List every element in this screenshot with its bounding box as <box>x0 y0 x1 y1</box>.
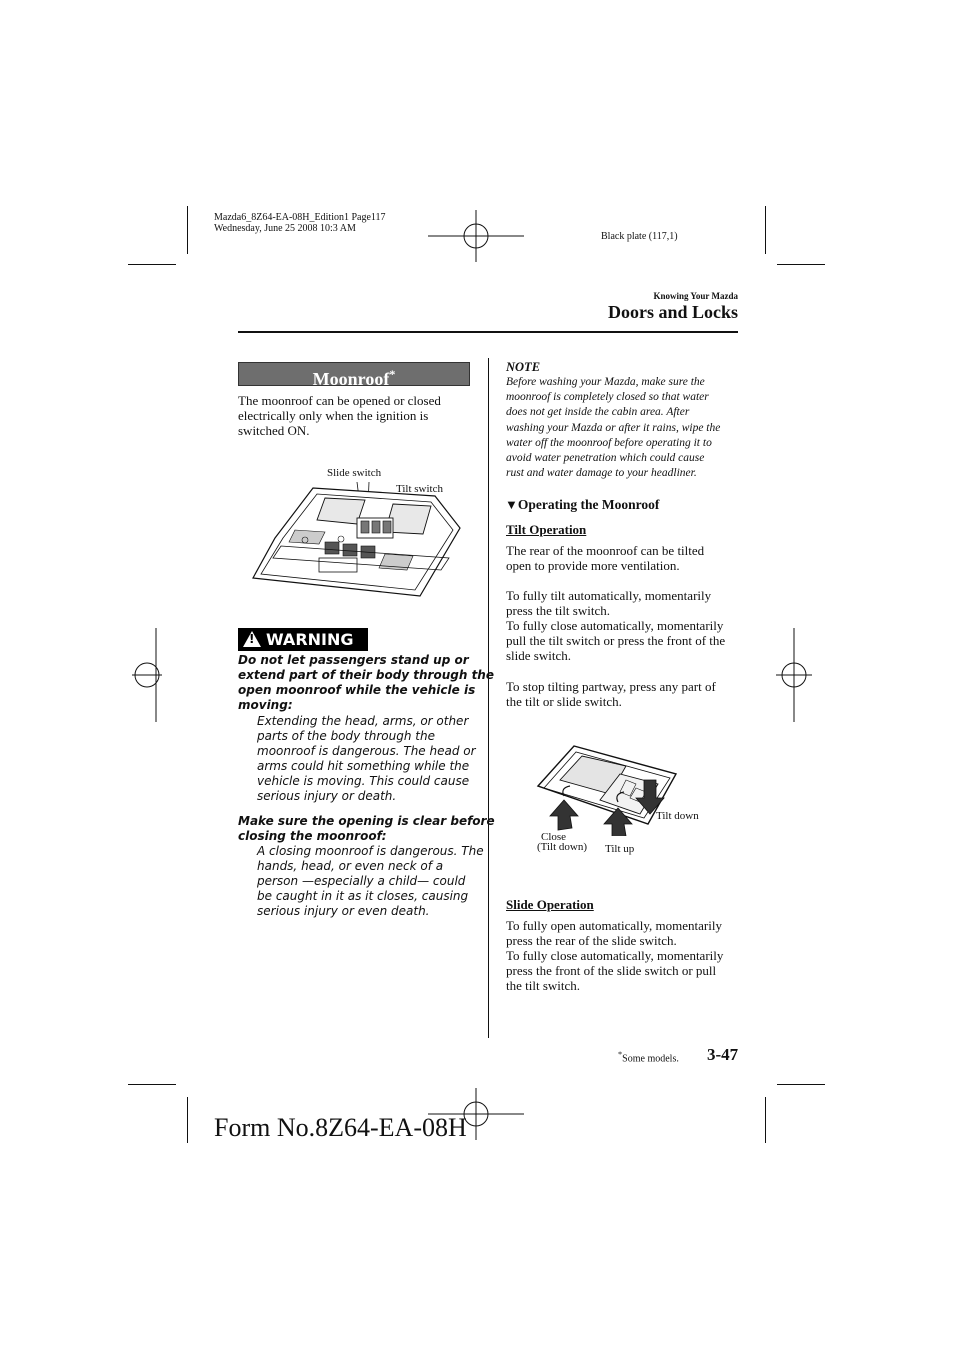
text-line: switched ON. <box>238 423 310 438</box>
text-line: pull the tilt switch or press the front of the <box>506 633 726 648</box>
text-line: vehicle is moving. This could cause <box>257 774 470 788</box>
crop-mark <box>187 1097 188 1143</box>
text-line: Do not let passengers stand up or <box>238 653 469 667</box>
page-number: 3-47 <box>707 1045 739 1064</box>
warning2-heading <box>238 814 495 844</box>
print-header <box>214 212 386 234</box>
tilt-paragraph-1 <box>506 543 704 573</box>
text-line: open moonroof while the vehicle is <box>238 683 476 697</box>
operating-heading-text: Operating the Moonroof <box>517 497 660 512</box>
registration-mark-top <box>428 210 524 262</box>
print-header-line2: Wednesday, June 25 2008 10:3 AM <box>214 223 356 234</box>
crop-mark <box>777 1084 825 1085</box>
crop-mark <box>128 264 176 265</box>
text-line: slide switch. <box>506 648 571 663</box>
footnote-mark: * <box>618 1050 623 1059</box>
crop-mark <box>128 1084 176 1085</box>
registration-mark-left <box>132 628 162 722</box>
text-line: avoid water penetration which could cause <box>506 452 705 465</box>
text-line: rust and water damage to your headliner. <box>506 467 697 480</box>
crop-mark <box>187 206 188 254</box>
crop-mark <box>765 206 766 254</box>
text-line: The moonroof can be opened or closed <box>238 393 441 408</box>
slide-operation-heading: Slide Operation <box>506 897 594 912</box>
slide-paragraph <box>506 918 723 993</box>
operating-heading <box>505 497 659 513</box>
warning-label: WARNING <box>266 630 354 649</box>
text-line: arms could hit something while the <box>257 759 470 773</box>
close-sub-label: (Tilt down) <box>537 841 588 853</box>
warning1-body <box>257 714 476 804</box>
text-line: The rear of the moonroof can be tilted <box>506 543 705 558</box>
warning1-heading <box>238 653 494 713</box>
close-label: Close <box>541 831 567 843</box>
text-line: closing the moonroof: <box>238 829 387 843</box>
text-line: press the tilt switch. <box>506 603 610 618</box>
text-line: press the front of the slide switch or pull <box>506 963 717 978</box>
form-number: Form No.8Z64-EA-08H <box>214 1113 467 1142</box>
text-line: Make sure the opening is clear before <box>238 814 495 828</box>
crop-mark <box>765 1097 766 1143</box>
text-line: hands, head, or even neck of a <box>257 859 444 873</box>
text-line: electrically only when the ignition is <box>238 408 429 423</box>
text-line: serious injury or even death. <box>257 904 430 918</box>
text-line: extend part of their body through the <box>238 668 494 682</box>
text-line: Extending the head, arms, or other <box>257 714 469 728</box>
text-line: does not get inside the cabin area. After <box>506 406 690 419</box>
slide-switch-label: Slide switch <box>327 467 382 479</box>
text-line: person —especially a child— could <box>257 874 466 888</box>
print-header-line1: Mazda6_8Z64-EA-08H_Edition1 Page117 <box>214 212 386 223</box>
text-line: To fully close automatically, momentarily <box>506 618 724 633</box>
registration-mark-right <box>776 628 812 722</box>
overhead-console-illustration <box>245 478 467 600</box>
text-line: To fully open automatically, momentarily <box>506 918 722 933</box>
crop-mark <box>777 264 825 265</box>
text-line: press the rear of the slide switch. <box>506 933 677 948</box>
moonroof-heading-text: Moonroof <box>312 369 390 389</box>
plate-label: Black plate (117,1) <box>601 231 678 242</box>
some-models-mark: * <box>389 367 396 381</box>
warning2-body <box>257 844 484 919</box>
warning-triangle-icon <box>243 631 261 647</box>
tilt-paragraph-2 <box>506 588 725 663</box>
text-line: moonroof is dangerous. The head or <box>257 744 476 758</box>
tilt-paragraph-3 <box>506 679 716 709</box>
tilt-down-label: Tilt down <box>656 810 699 822</box>
text-line: To fully tilt automatically, momentarily <box>506 588 712 603</box>
note-title: NOTE <box>506 360 541 374</box>
footnote <box>618 1050 679 1064</box>
text-line: moving: <box>238 698 293 712</box>
text-line: To fully close automatically, momentarily <box>506 948 724 963</box>
moonroof-heading <box>238 362 470 389</box>
section-rule <box>238 331 738 333</box>
text-line: parts of the body through the <box>257 729 435 743</box>
tilt-operation-heading: Tilt Operation <box>506 522 587 537</box>
text-line: washing your Mazda or after it rains, wipe the <box>506 421 721 434</box>
text-line: water off the moonroof before operating it to <box>506 436 712 449</box>
text-line: To stop tilting partway, press any part of <box>506 679 716 694</box>
warning-label-box <box>238 628 368 651</box>
text-line: A closing moonroof is dangerous. The <box>257 844 484 858</box>
section-subtitle: Knowing Your Mazda <box>653 291 738 301</box>
tilt-up-label: Tilt up <box>605 843 635 855</box>
note-body <box>506 375 720 481</box>
tilt-switch-label: Tilt switch <box>396 483 443 495</box>
text-line: the tilt or slide switch. <box>506 694 622 709</box>
triangle-down-icon: ▼ <box>505 497 518 512</box>
moonroof-intro <box>238 393 441 438</box>
text-line: the tilt switch. <box>506 978 581 993</box>
text-line: be caught in it as it closes, causing <box>257 889 469 903</box>
text-line: Before washing your Mazda, make sure the <box>506 376 705 388</box>
text-line: serious injury or death. <box>257 789 397 803</box>
text-line: moonroof is completely closed so that water <box>506 391 709 404</box>
footnote-text: Some models. <box>622 1053 679 1065</box>
text-line: open to provide more ventilation. <box>506 558 680 573</box>
section-title: Doors and Locks <box>607 302 738 322</box>
